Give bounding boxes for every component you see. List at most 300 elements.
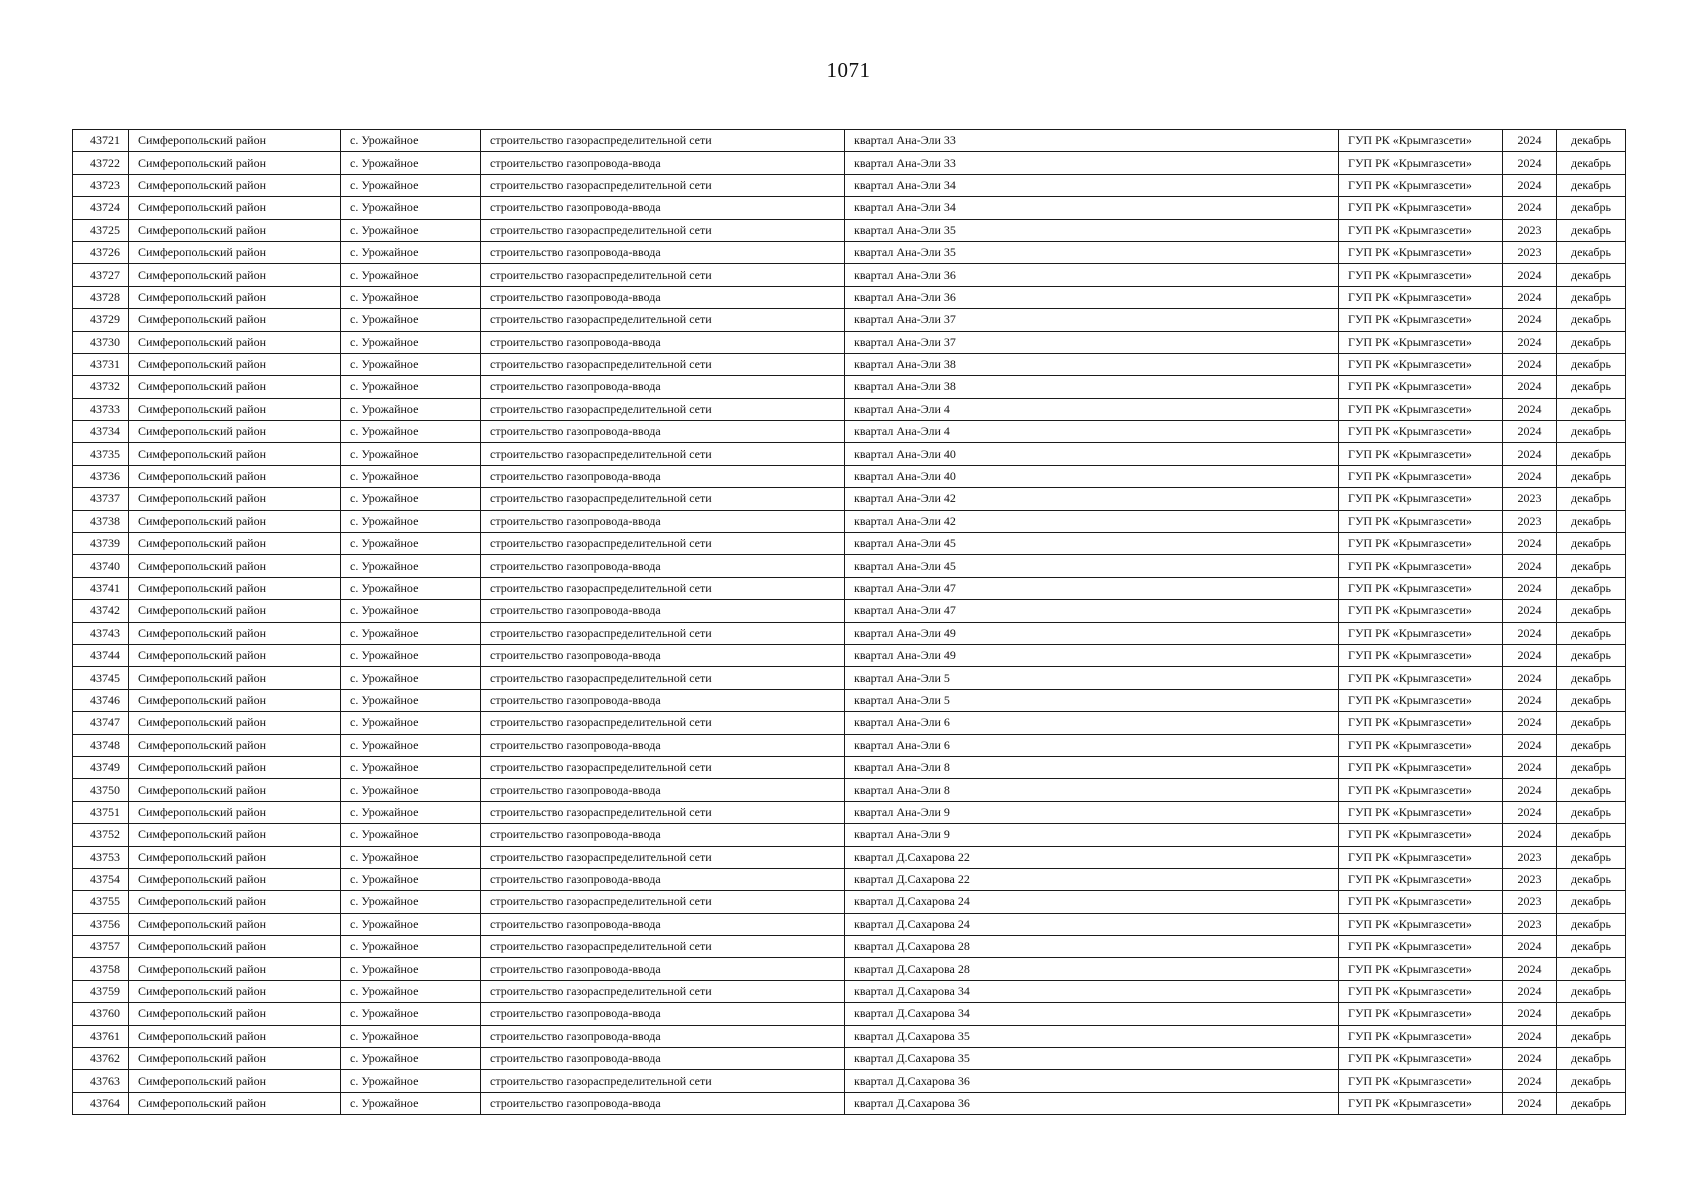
cell-year: 2024: [1503, 824, 1557, 846]
cell-address: квартал Ана-Эли 37: [845, 309, 1339, 331]
cell-month: декабрь: [1557, 376, 1626, 398]
cell-district: Симферопольский район: [129, 152, 341, 174]
cell-operator: ГУП РК «Крымгазсети»: [1339, 1025, 1503, 1047]
cell-year: 2024: [1503, 577, 1557, 599]
cell-address: квартал Ана-Эли 6: [845, 734, 1339, 756]
cell-month: декабрь: [1557, 465, 1626, 487]
table-row: [73, 801, 1626, 823]
cell-operator: ГУП РК «Крымгазсети»: [1339, 1003, 1503, 1025]
cell-district: Симферопольский район: [129, 1025, 341, 1047]
cell-work-type: строительство газопровода-ввода: [481, 510, 845, 532]
cell-address: квартал Д.Сахарова 34: [845, 980, 1339, 1002]
cell-row-number: 43738: [73, 510, 129, 532]
cell-work-type: строительство газопровода-ввода: [481, 286, 845, 308]
cell-address: квартал Ана-Эли 5: [845, 667, 1339, 689]
cell-district: Симферопольский район: [129, 1070, 341, 1092]
cell-settlement: с. Урожайное: [341, 1025, 481, 1047]
cell-district: Симферопольский район: [129, 1092, 341, 1114]
cell-district: Симферопольский район: [129, 376, 341, 398]
cell-district: Симферопольский район: [129, 891, 341, 913]
cell-operator: ГУП РК «Крымгазсети»: [1339, 219, 1503, 241]
cell-work-type: строительство газопровода-ввода: [481, 734, 845, 756]
cell-operator: ГУП РК «Крымгазсети»: [1339, 936, 1503, 958]
cell-settlement: с. Урожайное: [341, 241, 481, 263]
cell-operator: ГУП РК «Крымгазсети»: [1339, 533, 1503, 555]
cell-settlement: с. Урожайное: [341, 689, 481, 711]
cell-operator: ГУП РК «Крымгазсети»: [1339, 801, 1503, 823]
registry-table: [72, 129, 1626, 1115]
cell-district: Симферопольский район: [129, 309, 341, 331]
cell-address: квартал Ана-Эли 34: [845, 197, 1339, 219]
cell-district: Симферопольский район: [129, 533, 341, 555]
cell-row-number: 43758: [73, 958, 129, 980]
cell-month: декабрь: [1557, 1092, 1626, 1114]
cell-month: декабрь: [1557, 1070, 1626, 1092]
cell-district: Симферопольский район: [129, 174, 341, 196]
cell-row-number: 43755: [73, 891, 129, 913]
table-row: [73, 1070, 1626, 1092]
cell-operator: ГУП РК «Крымгазсети»: [1339, 398, 1503, 420]
cell-work-type: строительство газораспределительной сети: [481, 622, 845, 644]
cell-month: декабрь: [1557, 443, 1626, 465]
cell-district: Симферопольский район: [129, 219, 341, 241]
cell-settlement: с. Урожайное: [341, 152, 481, 174]
cell-row-number: 43734: [73, 421, 129, 443]
cell-work-type: строительство газораспределительной сети: [481, 264, 845, 286]
cell-work-type: строительство газопровода-ввода: [481, 1025, 845, 1047]
cell-operator: ГУП РК «Крымгазсети»: [1339, 465, 1503, 487]
cell-year: 2024: [1503, 376, 1557, 398]
cell-month: декабрь: [1557, 331, 1626, 353]
cell-work-type: строительство газораспределительной сети: [481, 1070, 845, 1092]
cell-month: декабрь: [1557, 667, 1626, 689]
cell-operator: ГУП РК «Крымгазсети»: [1339, 264, 1503, 286]
cell-operator: ГУП РК «Крымгазсети»: [1339, 1070, 1503, 1092]
cell-month: декабрь: [1557, 1048, 1626, 1070]
cell-work-type: строительство газопровода-ввода: [481, 152, 845, 174]
table-row: [73, 130, 1626, 152]
cell-district: Симферопольский район: [129, 488, 341, 510]
cell-year: 2024: [1503, 421, 1557, 443]
cell-work-type: строительство газопровода-ввода: [481, 600, 845, 622]
cell-row-number: 43757: [73, 936, 129, 958]
cell-year: 2023: [1503, 219, 1557, 241]
cell-settlement: с. Урожайное: [341, 421, 481, 443]
cell-settlement: с. Урожайное: [341, 197, 481, 219]
cell-year: 2024: [1503, 734, 1557, 756]
cell-year: 2023: [1503, 868, 1557, 890]
cell-work-type: строительство газораспределительной сети: [481, 667, 845, 689]
cell-district: Симферопольский район: [129, 689, 341, 711]
cell-operator: ГУП РК «Крымгазсети»: [1339, 891, 1503, 913]
cell-month: декабрь: [1557, 174, 1626, 196]
cell-operator: ГУП РК «Крымгазсети»: [1339, 241, 1503, 263]
cell-row-number: 43726: [73, 241, 129, 263]
cell-address: квартал Д.Сахарова 36: [845, 1092, 1339, 1114]
cell-year: 2024: [1503, 600, 1557, 622]
cell-address: квартал Ана-Эли 8: [845, 756, 1339, 778]
cell-year: 2024: [1503, 1092, 1557, 1114]
cell-settlement: с. Урожайное: [341, 443, 481, 465]
cell-address: квартал Д.Сахарова 36: [845, 1070, 1339, 1092]
cell-row-number: 43722: [73, 152, 129, 174]
cell-month: декабрь: [1557, 801, 1626, 823]
cell-year: 2024: [1503, 622, 1557, 644]
cell-month: декабрь: [1557, 577, 1626, 599]
cell-work-type: строительство газораспределительной сети: [481, 801, 845, 823]
cell-work-type: строительство газораспределительной сети: [481, 712, 845, 734]
cell-row-number: 43743: [73, 622, 129, 644]
cell-year: 2024: [1503, 779, 1557, 801]
cell-district: Симферопольский район: [129, 421, 341, 443]
cell-address: квартал Д.Сахарова 28: [845, 958, 1339, 980]
cell-work-type: строительство газораспределительной сети: [481, 936, 845, 958]
cell-settlement: с. Урожайное: [341, 824, 481, 846]
cell-operator: ГУП РК «Крымгазсети»: [1339, 488, 1503, 510]
cell-year: 2024: [1503, 667, 1557, 689]
cell-settlement: с. Урожайное: [341, 734, 481, 756]
table-row: [73, 533, 1626, 555]
cell-year: 2024: [1503, 130, 1557, 152]
cell-work-type: строительство газопровода-ввода: [481, 555, 845, 577]
cell-address: квартал Ана-Эли 45: [845, 533, 1339, 555]
cell-address: квартал Ана-Эли 45: [845, 555, 1339, 577]
cell-settlement: с. Урожайное: [341, 980, 481, 1002]
cell-work-type: строительство газопровода-ввода: [481, 376, 845, 398]
cell-year: 2024: [1503, 197, 1557, 219]
cell-operator: ГУП РК «Крымгазсети»: [1339, 174, 1503, 196]
cell-row-number: 43721: [73, 130, 129, 152]
cell-work-type: строительство газопровода-ввода: [481, 465, 845, 487]
cell-address: квартал Ана-Эли 5: [845, 689, 1339, 711]
table-row: [73, 555, 1626, 577]
cell-operator: ГУП РК «Крымгазсети»: [1339, 130, 1503, 152]
cell-operator: ГУП РК «Крымгазсети»: [1339, 600, 1503, 622]
table-row: [73, 197, 1626, 219]
cell-address: квартал Д.Сахарова 28: [845, 936, 1339, 958]
cell-settlement: с. Урожайное: [341, 712, 481, 734]
cell-operator: ГУП РК «Крымгазсети»: [1339, 577, 1503, 599]
registry-body: [73, 130, 1626, 1115]
cell-row-number: 43739: [73, 533, 129, 555]
cell-row-number: 43748: [73, 734, 129, 756]
cell-year: 2024: [1503, 1048, 1557, 1070]
cell-address: квартал Ана-Эли 49: [845, 622, 1339, 644]
cell-year: 2024: [1503, 1025, 1557, 1047]
table-row: [73, 622, 1626, 644]
cell-row-number: 43729: [73, 309, 129, 331]
cell-district: Симферопольский район: [129, 197, 341, 219]
cell-work-type: строительство газопровода-ввода: [481, 913, 845, 935]
cell-work-type: строительство газопровода-ввода: [481, 689, 845, 711]
table-row: [73, 376, 1626, 398]
table-row: [73, 936, 1626, 958]
cell-work-type: строительство газопровода-ввода: [481, 958, 845, 980]
cell-settlement: с. Урожайное: [341, 331, 481, 353]
cell-year: 2023: [1503, 241, 1557, 263]
cell-district: Симферопольский район: [129, 734, 341, 756]
cell-settlement: с. Урожайное: [341, 600, 481, 622]
table-row: [73, 286, 1626, 308]
cell-district: Симферопольский район: [129, 130, 341, 152]
cell-operator: ГУП РК «Крымгазсети»: [1339, 197, 1503, 219]
cell-row-number: 43759: [73, 980, 129, 1002]
cell-month: декабрь: [1557, 130, 1626, 152]
table-row: [73, 980, 1626, 1002]
cell-operator: ГУП РК «Крымгазсети»: [1339, 376, 1503, 398]
cell-operator: ГУП РК «Крымгазсети»: [1339, 712, 1503, 734]
cell-operator: ГУП РК «Крымгазсети»: [1339, 824, 1503, 846]
cell-work-type: строительство газопровода-ввода: [481, 1048, 845, 1070]
cell-year: 2024: [1503, 152, 1557, 174]
cell-work-type: строительство газораспределительной сети: [481, 398, 845, 420]
cell-operator: ГУП РК «Крымгазсети»: [1339, 353, 1503, 375]
cell-settlement: с. Урожайное: [341, 533, 481, 555]
table-row: [73, 309, 1626, 331]
cell-settlement: с. Урожайное: [341, 667, 481, 689]
cell-work-type: строительство газораспределительной сети: [481, 219, 845, 241]
cell-row-number: 43730: [73, 331, 129, 353]
cell-district: Симферопольский район: [129, 958, 341, 980]
cell-address: квартал Ана-Эли 33: [845, 130, 1339, 152]
cell-operator: ГУП РК «Крымгазсети»: [1339, 734, 1503, 756]
cell-district: Симферопольский район: [129, 868, 341, 890]
cell-settlement: с. Урожайное: [341, 488, 481, 510]
cell-operator: ГУП РК «Крымгазсети»: [1339, 644, 1503, 666]
table-row: [73, 891, 1626, 913]
cell-work-type: строительство газораспределительной сети: [481, 309, 845, 331]
table-row: [73, 398, 1626, 420]
cell-year: 2024: [1503, 801, 1557, 823]
cell-work-type: строительство газораспределительной сети: [481, 533, 845, 555]
cell-settlement: с. Урожайное: [341, 644, 481, 666]
cell-district: Симферопольский район: [129, 913, 341, 935]
cell-row-number: 43747: [73, 712, 129, 734]
cell-month: декабрь: [1557, 824, 1626, 846]
cell-month: декабрь: [1557, 1003, 1626, 1025]
cell-row-number: 43762: [73, 1048, 129, 1070]
cell-district: Симферопольский район: [129, 779, 341, 801]
cell-district: Симферопольский район: [129, 667, 341, 689]
cell-month: декабрь: [1557, 488, 1626, 510]
cell-row-number: 43761: [73, 1025, 129, 1047]
cell-row-number: 43754: [73, 868, 129, 890]
cell-settlement: с. Урожайное: [341, 398, 481, 420]
cell-settlement: с. Урожайное: [341, 555, 481, 577]
cell-month: декабрь: [1557, 712, 1626, 734]
cell-operator: ГУП РК «Крымгазсети»: [1339, 443, 1503, 465]
cell-month: декабрь: [1557, 510, 1626, 532]
cell-address: квартал Д.Сахарова 22: [845, 846, 1339, 868]
cell-work-type: строительство газопровода-ввода: [481, 421, 845, 443]
table-row: [73, 958, 1626, 980]
cell-year: 2023: [1503, 891, 1557, 913]
cell-address: квартал Ана-Эли 38: [845, 376, 1339, 398]
cell-work-type: строительство газораспределительной сети: [481, 130, 845, 152]
cell-row-number: 43727: [73, 264, 129, 286]
cell-year: 2024: [1503, 936, 1557, 958]
cell-address: квартал Д.Сахарова 35: [845, 1025, 1339, 1047]
cell-district: Симферопольский район: [129, 264, 341, 286]
cell-settlement: с. Урожайное: [341, 801, 481, 823]
cell-settlement: с. Урожайное: [341, 1070, 481, 1092]
cell-year: 2024: [1503, 1003, 1557, 1025]
cell-month: декабрь: [1557, 555, 1626, 577]
cell-month: декабрь: [1557, 219, 1626, 241]
cell-settlement: с. Урожайное: [341, 1092, 481, 1114]
cell-settlement: с. Урожайное: [341, 353, 481, 375]
cell-operator: ГУП РК «Крымгазсети»: [1339, 846, 1503, 868]
table-row: [73, 824, 1626, 846]
table-row: [73, 510, 1626, 532]
cell-year: 2024: [1503, 465, 1557, 487]
cell-district: Симферопольский район: [129, 577, 341, 599]
cell-row-number: 43749: [73, 756, 129, 778]
cell-month: декабрь: [1557, 241, 1626, 263]
table-row: [73, 1025, 1626, 1047]
cell-district: Симферопольский район: [129, 465, 341, 487]
cell-month: декабрь: [1557, 936, 1626, 958]
cell-month: декабрь: [1557, 980, 1626, 1002]
cell-operator: ГУП РК «Крымгазсети»: [1339, 980, 1503, 1002]
cell-month: декабрь: [1557, 891, 1626, 913]
table-row: [73, 1048, 1626, 1070]
cell-row-number: 43723: [73, 174, 129, 196]
cell-year: 2024: [1503, 286, 1557, 308]
cell-settlement: с. Урожайное: [341, 1003, 481, 1025]
cell-work-type: строительство газораспределительной сети: [481, 488, 845, 510]
cell-month: декабрь: [1557, 913, 1626, 935]
cell-district: Симферопольский район: [129, 331, 341, 353]
table-row: [73, 577, 1626, 599]
cell-year: 2024: [1503, 980, 1557, 1002]
table-row: [73, 331, 1626, 353]
cell-month: декабрь: [1557, 1025, 1626, 1047]
cell-year: 2023: [1503, 488, 1557, 510]
cell-work-type: строительство газопровода-ввода: [481, 824, 845, 846]
cell-address: квартал Ана-Эли 42: [845, 488, 1339, 510]
cell-address: квартал Ана-Эли 47: [845, 577, 1339, 599]
cell-month: декабрь: [1557, 756, 1626, 778]
table-row: [73, 443, 1626, 465]
cell-row-number: 43745: [73, 667, 129, 689]
cell-year: 2024: [1503, 398, 1557, 420]
table-row: [73, 667, 1626, 689]
cell-year: 2024: [1503, 264, 1557, 286]
table-row: [73, 264, 1626, 286]
cell-settlement: с. Урожайное: [341, 376, 481, 398]
table-row: [73, 241, 1626, 263]
cell-operator: ГУП РК «Крымгазсети»: [1339, 779, 1503, 801]
cell-operator: ГУП РК «Крымгазсети»: [1339, 689, 1503, 711]
cell-year: 2023: [1503, 913, 1557, 935]
cell-row-number: 43760: [73, 1003, 129, 1025]
cell-month: декабрь: [1557, 846, 1626, 868]
cell-month: декабрь: [1557, 779, 1626, 801]
cell-settlement: с. Урожайное: [341, 756, 481, 778]
cell-row-number: 43744: [73, 644, 129, 666]
cell-year: 2024: [1503, 756, 1557, 778]
cell-address: квартал Ана-Эли 35: [845, 241, 1339, 263]
cell-month: декабрь: [1557, 600, 1626, 622]
cell-work-type: строительство газопровода-ввода: [481, 331, 845, 353]
cell-operator: ГУП РК «Крымгазсети»: [1339, 913, 1503, 935]
cell-year: 2024: [1503, 644, 1557, 666]
cell-district: Симферопольский район: [129, 712, 341, 734]
cell-operator: ГУП РК «Крымгазсети»: [1339, 958, 1503, 980]
cell-address: квартал Д.Сахарова 22: [845, 868, 1339, 890]
cell-settlement: с. Урожайное: [341, 622, 481, 644]
table-row: [73, 846, 1626, 868]
cell-row-number: 43724: [73, 197, 129, 219]
cell-district: Симферопольский район: [129, 801, 341, 823]
table-row: [73, 868, 1626, 890]
cell-address: квартал Ана-Эли 42: [845, 510, 1339, 532]
table-row: [73, 779, 1626, 801]
cell-work-type: строительство газопровода-ввода: [481, 779, 845, 801]
cell-settlement: с. Урожайное: [341, 174, 481, 196]
cell-year: 2024: [1503, 331, 1557, 353]
cell-row-number: 43763: [73, 1070, 129, 1092]
cell-settlement: с. Урожайное: [341, 577, 481, 599]
cell-work-type: строительство газораспределительной сети: [481, 846, 845, 868]
cell-operator: ГУП РК «Крымгазсети»: [1339, 1048, 1503, 1070]
cell-settlement: с. Урожайное: [341, 465, 481, 487]
cell-district: Симферопольский район: [129, 1048, 341, 1070]
table-row: [73, 174, 1626, 196]
table-row: [73, 488, 1626, 510]
cell-operator: ГУП РК «Крымгазсети»: [1339, 555, 1503, 577]
cell-address: квартал Д.Сахарова 34: [845, 1003, 1339, 1025]
cell-operator: ГУП РК «Крымгазсети»: [1339, 868, 1503, 890]
cell-work-type: строительство газопровода-ввода: [481, 197, 845, 219]
cell-row-number: 43733: [73, 398, 129, 420]
cell-address: квартал Ана-Эли 38: [845, 353, 1339, 375]
cell-district: Симферопольский район: [129, 510, 341, 532]
cell-operator: ГУП РК «Крымгазсети»: [1339, 152, 1503, 174]
cell-address: квартал Ана-Эли 35: [845, 219, 1339, 241]
cell-operator: ГУП РК «Крымгазсети»: [1339, 622, 1503, 644]
cell-row-number: 43725: [73, 219, 129, 241]
cell-row-number: 43728: [73, 286, 129, 308]
table-row: [73, 152, 1626, 174]
table-row: [73, 600, 1626, 622]
cell-address: квартал Ана-Эли 47: [845, 600, 1339, 622]
cell-address: квартал Ана-Эли 36: [845, 286, 1339, 308]
cell-year: 2024: [1503, 309, 1557, 331]
table-row: [73, 219, 1626, 241]
cell-settlement: с. Урожайное: [341, 891, 481, 913]
cell-address: квартал Ана-Эли 6: [845, 712, 1339, 734]
cell-row-number: 43756: [73, 913, 129, 935]
cell-month: декабрь: [1557, 309, 1626, 331]
cell-address: квартал Ана-Эли 9: [845, 801, 1339, 823]
cell-address: квартал Д.Сахарова 24: [845, 891, 1339, 913]
cell-year: 2024: [1503, 443, 1557, 465]
cell-work-type: строительство газопровода-ввода: [481, 1003, 845, 1025]
cell-settlement: с. Урожайное: [341, 130, 481, 152]
cell-district: Симферопольский район: [129, 846, 341, 868]
cell-district: Симферопольский район: [129, 286, 341, 308]
cell-work-type: строительство газопровода-ввода: [481, 868, 845, 890]
cell-district: Симферопольский район: [129, 600, 341, 622]
cell-operator: ГУП РК «Крымгазсети»: [1339, 421, 1503, 443]
cell-settlement: с. Урожайное: [341, 510, 481, 532]
cell-settlement: с. Урожайное: [341, 264, 481, 286]
page-number: 1071: [826, 58, 871, 82]
cell-settlement: с. Урожайное: [341, 846, 481, 868]
cell-row-number: 43752: [73, 824, 129, 846]
